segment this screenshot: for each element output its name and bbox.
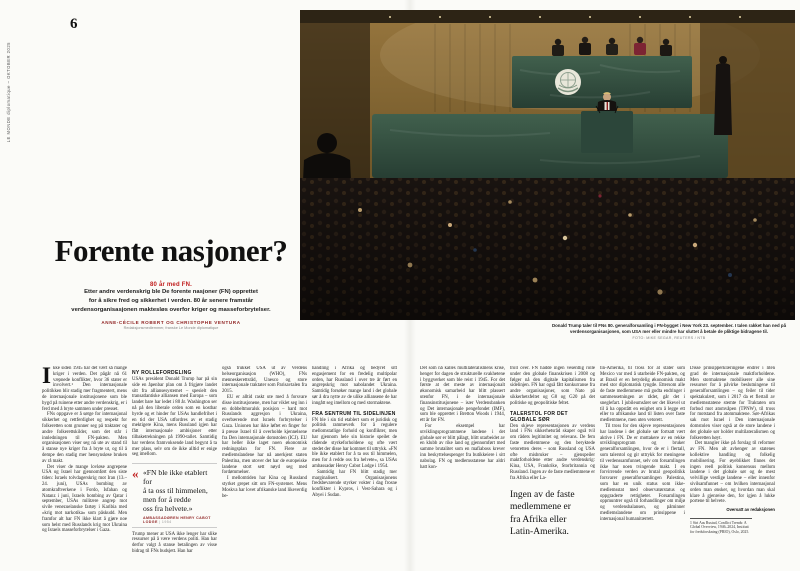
paragraph: EU er alltid raskt ute med å forsvare disse institusjonene, men har viklet seg inn i en dobbeltmoralsk posisjon – hard mot Russlands aggresjon i Ukraina, overbærende mot Israels forbrytelser i Gaza. Unionen har ikke løftet en finger for å presse Israel til å overholde kjennelsene fra Den internasjonale domstolen (ICJ). EU har heller ikke laget noen økonomisk redningsplan for FN. Flere av medlemslandene har nå anerkjent staten Palestina, men utover det har de europeiske landene stort sett nøyd seg med fordømmelser. (222, 394, 307, 476)
quote-line: oss fra helvete.» (143, 504, 193, 514)
section-header: NY ROLLEFORDELING (132, 370, 192, 376)
right-column-3 (600, 366, 685, 566)
speaker-rostrum (581, 111, 633, 153)
paragraph: FNs oppgave er å sørge for internasjonal sikkerhet og rettferdighet og respekt for folkeretten som grunner seg på traktater og andre folkerettskilder, som det står i innledningen til FN-pakten. Men organisasjonen viser seg nå ute av stand til å stanse nye kriger fra å bryte ut, og til å dempe den stadig mer hensynsløse bruken av rå makt. (42, 412, 127, 464)
article-title: Forente nasjoner? (54, 233, 288, 268)
paragraph: handling i Afrika og bedyret sitt engasjement for en fredelig multipolar orden, har Russland i over tre år ført en angrepskrig mot nabolandet Ukraina. Samtidig forsøker mange land i det globale sør å dra nytte av de ulike alliansene de har inngått seg imellom og med stormaktene. (312, 366, 397, 406)
article-kicker: 80 år med FN. (150, 282, 192, 288)
translator-credit: Oversatt av redaksjonen (726, 507, 775, 513)
quote-line: men for å redde (143, 495, 191, 505)
standfirst-line-1: Etter andre verdenskrig ble De forente nasjoner (FN) opprettet (84, 289, 258, 295)
paragraph: Det mangler ikke på forslag til reformer av FN. Men alt avhenger av statenes kollektive handling og folkelig mobilisering. For øyeblikket finnes det ingen reell politisk konsensus mellom landene i det globale sør og de mest velvillige vestlige landene – eller innenfor sivilsamfunnet – om hvilken internasjonal orden man ønsker, og hvordan man skal klare å gjenreise den, for igjen å lukke portene til helvete. (690, 441, 775, 505)
quote-line: Latin-Amerika. (510, 527, 569, 538)
right-column-2 (510, 366, 595, 566)
left-column-1 (42, 366, 127, 566)
pull-quote-security-council (510, 489, 595, 539)
paragraph: Disse prinsipperklæringene endrer i liten grad de internasjonale maktforholdene. Men stormaktene mobiliserer alle sine ressurser for å påvirke beslutningene til generalforsamlingen – og feiler til tider spektakulært, som i 2017 da et flertall av medlemsstatene stemte for Traktaten om forbud mot atomvåpen (TPNW), til tross for motstand fra atommaktene. Sør-Afrikas sak mot Israel i Den internasjonale domstolen viser også at de store landene i det globale sør holder multilateralismen og folkeretten høyt. (690, 366, 775, 441)
left-column-4 (312, 366, 397, 566)
paragraph: Det som nå kalles multilateralismens krise, henger for dagen de strukturelle svakhetene i byggverket som ble reist i 1945. For det første at det meste av internasjonalt økonomisk samarbeid har blitt plassert utenfor FN, i de internasjonale finansinstitusjonene – især Verdensbanken og Det internasjonale pengefondet (IMF), som ble opprettet i Bretton Woods i 1944, ett år før FN. (420, 366, 505, 424)
section-header: TALERSTOL FOR DET GLOBALE SØR (510, 410, 568, 423)
left-column-3 (222, 366, 307, 566)
paragraph: Samtidig har FN blitt stadig mer marginalisert. Organisasjonens fredsbevarende styrker vokter i dag frosne konflikter i Kypros, i Vest-Sahara og i Abyei i Sudan. (312, 469, 397, 498)
dais-marble-front (512, 56, 692, 108)
quote-line: fra Afrika eller (510, 514, 567, 525)
quote-line: medlemmene er (510, 502, 571, 513)
quote-line: «FN ble ikke etablert for (143, 468, 208, 487)
paragraph: Trump mener at USA ikke lenger har slike ressurser på å være verdens politi. Han har derfor valgt å stanse betalingen av visse bidrag til FNs budsjett. Han har (132, 531, 217, 555)
body-text: kke siden 1945 har det vært så mange kriger i verden. Det pågår nå 61 væpnede konflikter, hvor 36 stater er involvert.¹ Den internasjonale politikken blir stadig mer fragmentert, mens de internasjonale institusjonene som ble bygd på ruinene etter andre verdenskrig, er i ferd med å bryte sammen under presset. (42, 366, 127, 412)
paragraph: troll over. FN hadde ingen vesentlig rolle under den globale finanskrisen i 2008 og følger nå den digitale kapitalismen fra sidelinjen. FN har også fått konkurranse fra andre organisasjoner, som Nato på sikkerhetsfeltet og G8 og G20 på det politiske og geopolitiske feltet. (510, 366, 595, 406)
paragraph: FN ble i sin tid etablert som et juridisk og politisk rammeverk for å regulere mellomstatlige forhold og konflikter, men har gjennom hele sin historie speilet de rådende styrkeforholdene og ofte vært stedet der disse har kommet til uttrykk. «FN ble ikke etablert for å ta oss til himmelen, men for å redde oss fra helvete», sa USAs ambassadør Henry Cabot Lodge i 1954. (312, 417, 397, 469)
drop-cap: I (42, 366, 51, 388)
paragraph: Det viser de mange lovløse angrepene USA og Israel har gjennomført den siste tiden: Israels tolvdagerskrig mot Iran (13.–24. juni), USAs bombing av atomkraftverkene i Fordo, Isfahan og Natanz i juni, Israels bombing av Qatar i september, USAs militære angrep mot sivile venezuelanske fartøy i Karibia med «krig mot narkotika» som påskudd. Men framfor alt har FN ikke klart å gjøre noe som helst med Russlands krig mot Ukraina og Israels masseforbrytelser i Gaza. (42, 464, 127, 534)
section-header: FRA SENTRUM TIL SIDELINJEN (312, 410, 396, 417)
paragraph: I mellomtiden har Kina og Russland styrket grepet sitt om FN-systemet. Mens Moskva har lovet afrikanske land likeverdig be- (222, 476, 307, 499)
standfirst-line-3: verdensorganisasjonen maktesløs overfor kriger og masseforbrytelser. (71, 306, 271, 313)
paragraph: USAs president Donald Trump har på sin side en åpenbar plan om å frigjøre landet sitt fra alliansesystemet – spesielt den transatlantiske alliansen med Europa – som landet bare har ledet i 80 år. Washington ser nå på den liberale orden som en kostbar byrde og et hinder for USAs handlefrihet i en tid der USA utfordres av et stadig mektigere Kina, mens Russland igjen har fått internasjonale ambisjoner etter tilbaketrekningen på 1990-tallet. Samtidig har verdens framvoksende land begynt å ta mer plass, selv om de ikke alltid er enige seg imellom. (132, 377, 217, 458)
paragraph: For eksempel har utviklingsprogrammene landene i det globale sør er blitt pålagt, blitt utarbeidet av en klubb av rike land og gjennomført med samme brutalitet som en mafiaboss krever inn beskyttelsespenger fra butikkeiere i sitt nabolag. FN og medlemsstatene har aldri hatt kon- (420, 423, 505, 470)
photo-caption-text: Donald Trump taler til FNs 80. generalforsamling i FN-bygget i New York 23. september. I talen rakket han ned på verdensorganisasjonen, som USA mer eller mindre har sluttet å betale de pliktige bidragene til. (551, 323, 787, 334)
left-column-2 (132, 366, 217, 566)
ceiling (300, 10, 795, 23)
byline-role: Redaksjonsmedlemmer, franske Le Monde diplomatique (123, 325, 219, 330)
photo-credit: FOTO: MIKE SEGAR, REUTERS / NTB (632, 335, 706, 340)
byline: ANNE-CÉCILE ROBERT OG CHRISTOPHE VENTURA (101, 319, 241, 325)
quote-mark-icon: « (132, 466, 139, 482)
quote-attribution-year: | 1954 (159, 519, 172, 524)
rostrum-wall (372, 114, 728, 178)
paragraph: Den skjeve representasjonen av verdens land i FNs sikkerhetsråd skaper også tvil om rådets legitimitet og relevans. De fem faste medlemmene og den beryktede vetoretten deres – som Russland og USA ofte misbruker – gjenspeiler maktforholdene etter andre verdenskrig: Kina, USA, Frankrike, Storbritannia og Russland. Ingen av de faste medlemmene er fra Afrika eller La- (510, 423, 595, 481)
quote-line: å ta oss til himmelen, (143, 486, 208, 496)
standfirst-line-2: for å sikre fred og sikkerhet i verden. 80 år senere framstår (88, 297, 254, 304)
right-column-1 (420, 366, 505, 566)
quote-line: Ingen av de faste (510, 489, 575, 500)
audience-shade (300, 178, 795, 320)
paragraph (42, 366, 127, 412)
paragraph: også trukket USA ut av Verdens helseorganisasjon (WHO), FNs menneskerettsråd, Unesco og store internasjonale traktater som Parisavtalen fra 2015. (222, 366, 307, 395)
page-number-left: 6 (70, 16, 78, 32)
quote-attribution-name: AMBASSADØREN HENRY CABOT LODGE (143, 515, 211, 524)
guard-silhouette-right (714, 56, 732, 135)
un-emblem-icon (555, 69, 581, 95)
paragraph: tin-Amerika, til tross for at stater som Mexico var med å utarbeide FN-pakten, og at Brasil er en betydelig økonomisk makt med stor diplomatisk tyngde. Ettersom alle de faste medlemmene må godta endringer i sammensetningen av rådet, går det i sneglefart. I jubileumsåret ser det likevel ut til å ha oppstått en enighet om å legge ett eller to afrikanske land til listen over faste medlemmene, men uten vetorett. (600, 366, 685, 424)
photo-illustration (300, 10, 795, 320)
paragraph: Til tross for den skjeve representasjonen har landene i det globale sør fortsatt vært aktive i FN. De er mottakere av en rekke utviklingsprogram og bruker generalforsamlingen, hvor de er i flertall, som talerstol og gir uttrykk for meningene til verdenssamfunnet, selv om forsamlingen ikke har noen tvingende makt. I en forvirrende verden av brutal geopolitikk forsvarer generalforsamlingen Palestina, som har en unik status som ikke-medlemsstat med observatørstatus og oppgraderte rettigheter. Forsamlingen oppmuntrer også til forhandlinger om miljø og verdensbalansen, og påminner medlemslandene om prinsippene i internasjonal humanitærrett. (600, 423, 685, 522)
photo-un-general-assembly (300, 10, 795, 320)
headline-block (42, 233, 300, 330)
pull-quote-lodge (132, 463, 217, 528)
quote-attribution (143, 516, 217, 524)
photo-caption (543, 323, 795, 341)
footnote: 1 Siri Aas Rustad, Conflict Trends: A Global Overview, 1946–2024, Institutt for fredsforskning (PRIO), Oslo, 2025. (690, 518, 752, 535)
masthead-edge-left: LE MONDE diplomatique – OKTOBER 2025 (6, 42, 11, 143)
right-column-4 (690, 366, 775, 566)
